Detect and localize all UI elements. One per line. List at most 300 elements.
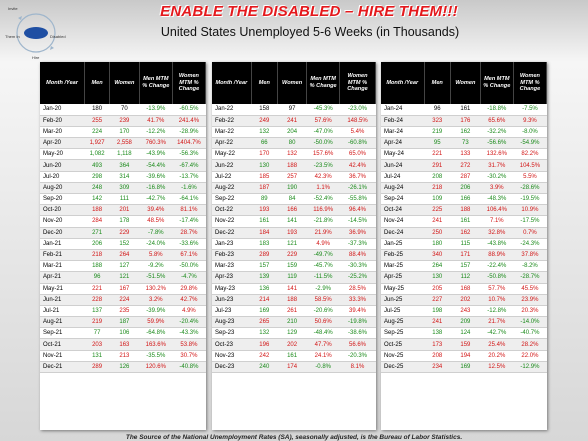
value-cell: -47.0% <box>307 126 340 137</box>
value-cell: 202 <box>277 339 306 350</box>
month-cell: Nov-20 <box>40 216 85 227</box>
table-row <box>212 205 376 216</box>
value-cell: -12.2% <box>139 126 172 137</box>
value-cell: 170 <box>109 126 139 137</box>
value-cell: 133 <box>450 149 480 160</box>
table-row <box>40 305 206 316</box>
month-cell: May-24 <box>381 149 424 160</box>
month-cell: Jan-21 <box>40 238 85 249</box>
value-cell: -23.0% <box>340 104 376 115</box>
value-cell: -11.5% <box>307 272 340 283</box>
value-cell: 241 <box>277 115 306 126</box>
month-cell: Nov-23 <box>212 350 251 361</box>
value-cell: 106 <box>109 328 139 339</box>
value-cell: -13.7% <box>172 171 205 182</box>
value-cell: 760.3% <box>139 138 172 149</box>
value-cell: 116.9% <box>307 205 340 216</box>
value-cell: 183 <box>251 238 277 249</box>
value-cell: 180 <box>424 238 450 249</box>
value-cell: 5.5% <box>513 171 546 182</box>
table-row <box>212 104 376 115</box>
value-cell: 10.9% <box>513 205 546 216</box>
value-cell: -2.9% <box>307 283 340 294</box>
value-cell: -26.1% <box>340 182 376 193</box>
month-cell: Oct-21 <box>40 339 85 350</box>
value-cell: 190 <box>277 182 306 193</box>
value-cell: 88.4% <box>340 249 376 260</box>
value-cell: 131 <box>85 350 110 361</box>
value-cell: 59.9% <box>139 317 172 328</box>
column-header: Men MTM % Change <box>139 62 172 104</box>
value-cell: 137 <box>85 305 110 316</box>
value-cell: 193 <box>251 205 277 216</box>
value-cell: 159 <box>277 261 306 272</box>
table-row <box>40 361 206 372</box>
value-cell: -67.4% <box>172 160 205 171</box>
value-cell: 287 <box>450 171 480 182</box>
value-cell: 225 <box>424 205 450 216</box>
value-cell: -64.1% <box>172 194 205 205</box>
column-header: Month /Year <box>212 62 251 104</box>
value-cell: 2,558 <box>109 138 139 149</box>
value-cell: -45.3% <box>307 104 340 115</box>
value-cell: 139 <box>251 272 277 283</box>
month-cell: Jun-21 <box>40 294 85 305</box>
value-cell: 198 <box>424 305 450 316</box>
value-cell: 126 <box>109 361 139 372</box>
column-header: Women <box>450 62 480 104</box>
value-cell: 7.1% <box>480 216 513 227</box>
value-cell: 25.4% <box>480 339 513 350</box>
table-row <box>212 350 376 361</box>
month-cell: Nov-24 <box>381 216 424 227</box>
value-cell: 10.7% <box>480 294 513 305</box>
value-cell: 57.7% <box>480 283 513 294</box>
value-cell: -24.3% <box>513 238 546 249</box>
table-row <box>40 249 206 260</box>
table-row <box>381 261 547 272</box>
value-cell: 188 <box>85 205 110 216</box>
table-row <box>40 294 206 305</box>
value-cell: -7.8% <box>139 227 172 238</box>
value-cell: 36.7% <box>340 171 376 182</box>
logo <box>2 2 70 62</box>
table-row <box>40 350 206 361</box>
column-header: Women MTM % Change <box>513 62 546 104</box>
month-cell: Sep-21 <box>40 328 85 339</box>
value-cell: -43.9% <box>139 149 172 160</box>
value-cell: 174 <box>277 361 306 372</box>
month-cell: May-23 <box>212 283 251 294</box>
table-row <box>381 361 547 372</box>
month-cell: Mar-22 <box>212 126 251 137</box>
value-cell: 65.0% <box>340 149 376 160</box>
value-cell: 187 <box>251 182 277 193</box>
value-cell: -32.2% <box>480 126 513 137</box>
data-table-panel <box>381 62 547 430</box>
value-cell: -14.0% <box>513 317 546 328</box>
month-cell: Jul-25 <box>381 305 424 316</box>
value-cell: 272 <box>450 160 480 171</box>
month-cell: Sep-24 <box>381 194 424 205</box>
value-cell: 119 <box>277 272 306 283</box>
month-cell: Aug-22 <box>212 182 251 193</box>
column-header: Month /Year <box>40 62 85 104</box>
value-cell: 271 <box>85 227 110 238</box>
value-cell: 173 <box>424 339 450 350</box>
month-cell: Jan-23 <box>212 238 251 249</box>
value-cell: 240 <box>251 361 277 372</box>
value-cell: 121 <box>277 238 306 249</box>
table-row <box>40 126 206 137</box>
table-row <box>40 272 206 283</box>
table-row <box>212 317 376 328</box>
value-cell: -50.0% <box>172 261 205 272</box>
value-cell: 235 <box>109 305 139 316</box>
value-cell: -50.8% <box>480 272 513 283</box>
month-cell: Feb-25 <box>381 249 424 260</box>
value-cell: 3.9% <box>480 182 513 193</box>
table-row <box>381 294 547 305</box>
month-cell: Jul-22 <box>212 171 251 182</box>
table-row <box>40 115 206 126</box>
value-cell: -42.7% <box>139 194 172 205</box>
data-table-panel <box>40 62 206 430</box>
value-cell: 157 <box>251 261 277 272</box>
value-cell: -25.2% <box>340 272 376 283</box>
value-cell: 1404.7% <box>172 138 205 149</box>
value-cell: 148.5% <box>340 115 376 126</box>
month-cell: Jun-24 <box>381 160 424 171</box>
value-cell: -52.4% <box>307 194 340 205</box>
value-cell: 162 <box>450 227 480 238</box>
value-cell: 493 <box>85 160 110 171</box>
value-cell: 161 <box>450 104 480 115</box>
value-cell: -19.5% <box>513 194 546 205</box>
table-row <box>40 238 206 249</box>
month-cell: May-21 <box>40 283 85 294</box>
month-cell: Jun-22 <box>212 160 251 171</box>
value-cell: 289 <box>251 249 277 260</box>
data-table <box>381 62 547 373</box>
value-cell: 314 <box>109 171 139 182</box>
value-cell: -28.7% <box>513 272 546 283</box>
value-cell: -22.4% <box>480 261 513 272</box>
value-cell: 203 <box>85 339 110 350</box>
value-cell: -17.4% <box>172 216 205 227</box>
value-cell: 142 <box>85 194 110 205</box>
value-cell: 24.1% <box>307 350 340 361</box>
month-cell: Sep-20 <box>40 194 85 205</box>
logo-word: Disabled <box>50 34 66 39</box>
column-header: Women MTM % Change <box>340 62 376 104</box>
value-cell: 53.8% <box>172 339 205 350</box>
value-cell: 221 <box>85 283 110 294</box>
table-row <box>381 171 547 182</box>
value-cell: 104.5% <box>513 160 546 171</box>
month-cell: Mar-21 <box>40 261 85 272</box>
month-cell: Aug-21 <box>40 317 85 328</box>
month-cell: Dec-25 <box>381 361 424 372</box>
value-cell: 5.8% <box>139 249 172 260</box>
value-cell: -20.6% <box>307 305 340 316</box>
value-cell: 218 <box>85 249 110 260</box>
value-cell: -20.3% <box>340 350 376 361</box>
month-cell: Oct-22 <box>212 205 251 216</box>
month-cell: Jan-24 <box>381 104 424 115</box>
month-cell: Oct-25 <box>381 339 424 350</box>
table-row <box>212 126 376 137</box>
value-cell: 129 <box>277 328 306 339</box>
value-cell: 1.1% <box>307 182 340 193</box>
table-row <box>212 194 376 205</box>
value-cell: 162 <box>450 126 480 137</box>
value-cell: -43.3% <box>172 328 205 339</box>
table-row <box>40 171 206 182</box>
month-cell: Feb-21 <box>40 249 85 260</box>
value-cell: 31.7% <box>480 160 513 171</box>
value-cell: 241 <box>424 216 450 227</box>
table-row <box>381 283 547 294</box>
value-cell: 20.3% <box>513 305 546 316</box>
value-cell: -60.8% <box>340 138 376 149</box>
source-note: The Source of the National Unemployment Rates (SA), seasonally adjusted, is the Bureau of Labor Statistics. <box>125 434 463 441</box>
value-cell: 249 <box>251 115 277 126</box>
value-cell: 1,118 <box>109 149 139 160</box>
month-cell: Aug-23 <box>212 317 251 328</box>
value-cell: 166 <box>277 205 306 216</box>
month-cell: Apr-25 <box>381 272 424 283</box>
column-header: Men MTM % Change <box>307 62 340 104</box>
value-cell: 4.9% <box>172 305 205 316</box>
value-cell: 141 <box>277 216 306 227</box>
value-cell: -30.3% <box>340 261 376 272</box>
value-cell: 29.8% <box>172 283 205 294</box>
value-cell: -8.2% <box>513 261 546 272</box>
value-cell: 221 <box>424 149 450 160</box>
column-header: Men <box>424 62 450 104</box>
month-cell: Aug-20 <box>40 182 85 193</box>
value-cell: -28.6% <box>513 182 546 193</box>
value-cell: 1,082 <box>85 149 110 160</box>
value-cell: 171 <box>450 249 480 260</box>
month-cell: Dec-21 <box>40 361 85 372</box>
value-cell: 250 <box>424 227 450 238</box>
value-cell: 56.6% <box>340 339 376 350</box>
table-row <box>40 261 206 272</box>
value-cell: 159 <box>450 339 480 350</box>
value-cell: 255 <box>85 115 110 126</box>
table-row <box>212 182 376 193</box>
value-cell: 42.7% <box>172 294 205 305</box>
value-cell: 80 <box>277 138 306 149</box>
value-cell: 42.4% <box>340 160 376 171</box>
value-cell: 67.1% <box>172 249 205 260</box>
value-cell: -38.6% <box>340 328 376 339</box>
value-cell: 106.4% <box>480 205 513 216</box>
month-cell: Jun-25 <box>381 294 424 305</box>
value-cell: 124 <box>450 328 480 339</box>
month-cell: Apr-20 <box>40 138 85 149</box>
table-row <box>381 194 547 205</box>
value-cell: 48.5% <box>139 216 172 227</box>
value-cell: 127 <box>109 261 139 272</box>
value-cell: 265 <box>251 317 277 328</box>
value-cell: -39.6% <box>139 171 172 182</box>
value-cell: 176 <box>450 115 480 126</box>
table-row <box>212 339 376 350</box>
table-row <box>212 160 376 171</box>
value-cell: 241 <box>424 317 450 328</box>
value-cell: -60.5% <box>172 104 205 115</box>
value-cell: 264 <box>424 261 450 272</box>
value-cell: 241.4% <box>172 115 205 126</box>
value-cell: -4.7% <box>172 272 205 283</box>
value-cell: 136 <box>251 283 277 294</box>
table-row <box>381 339 547 350</box>
value-cell: -18.8% <box>480 104 513 115</box>
value-cell: 132 <box>277 149 306 160</box>
value-cell: 184 <box>251 227 277 238</box>
value-cell: 37.8% <box>513 249 546 260</box>
value-cell: -64.8% <box>139 328 172 339</box>
value-cell: -42.7% <box>480 328 513 339</box>
month-cell: Apr-21 <box>40 272 85 283</box>
table-row <box>212 328 376 339</box>
value-cell: 323 <box>424 115 450 126</box>
value-cell: 158 <box>251 104 277 115</box>
value-cell: -33.6% <box>172 238 205 249</box>
column-header: Men <box>85 62 110 104</box>
value-cell: 132.6% <box>480 149 513 160</box>
value-cell: 205 <box>424 283 450 294</box>
value-cell: 57.6% <box>307 115 340 126</box>
table-row <box>381 317 547 328</box>
month-cell: Jul-20 <box>40 171 85 182</box>
column-header: Men MTM % Change <box>480 62 513 104</box>
month-cell: Oct-24 <box>381 205 424 216</box>
logo-center-badge <box>24 27 48 39</box>
month-cell: Nov-25 <box>381 350 424 361</box>
value-cell: 291 <box>424 160 450 171</box>
value-cell: 161 <box>277 350 306 361</box>
value-cell: -12.8% <box>480 305 513 316</box>
value-cell: 188 <box>85 261 110 272</box>
month-cell: Mar-23 <box>212 261 251 272</box>
table-row <box>40 317 206 328</box>
value-cell: 130 <box>424 272 450 283</box>
month-cell: Mar-24 <box>381 126 424 137</box>
value-cell: 224 <box>85 126 110 137</box>
value-cell: -48.3% <box>480 194 513 205</box>
value-cell: 188 <box>277 294 306 305</box>
month-cell: Jul-24 <box>381 171 424 182</box>
table-row <box>212 227 376 238</box>
value-cell: 261 <box>277 305 306 316</box>
table-row <box>40 194 206 205</box>
month-cell: Nov-22 <box>212 216 251 227</box>
value-cell: 112 <box>450 272 480 283</box>
value-cell: -19.8% <box>340 317 376 328</box>
value-cell: 239 <box>109 115 139 126</box>
value-cell: 89 <box>251 194 277 205</box>
value-cell: 284 <box>85 216 110 227</box>
value-cell: 5.4% <box>340 126 376 137</box>
value-cell: 364 <box>109 160 139 171</box>
table-row <box>212 115 376 126</box>
value-cell: -13.9% <box>139 104 172 115</box>
table-row <box>212 283 376 294</box>
value-cell: 167 <box>109 283 139 294</box>
value-cell: 42.3% <box>307 171 340 182</box>
value-cell: 120.6% <box>139 361 172 372</box>
value-cell: -17.5% <box>513 216 546 227</box>
value-cell: 213 <box>109 350 139 361</box>
value-cell: 219 <box>424 126 450 137</box>
month-cell: Jan-20 <box>40 104 85 115</box>
value-cell: -49.7% <box>307 249 340 260</box>
value-cell: -23.5% <box>307 160 340 171</box>
value-cell: 264 <box>109 249 139 260</box>
value-cell: 169 <box>450 361 480 372</box>
table-row <box>212 249 376 260</box>
value-cell: 166 <box>450 194 480 205</box>
value-cell: 132 <box>251 328 277 339</box>
month-cell: Aug-24 <box>381 182 424 193</box>
month-cell: Sep-25 <box>381 328 424 339</box>
value-cell: 84 <box>277 194 306 205</box>
value-cell: -56.6% <box>480 138 513 149</box>
value-cell: 180 <box>85 104 110 115</box>
table-row <box>212 138 376 149</box>
table-row <box>212 294 376 305</box>
value-cell: 3.2% <box>139 294 172 305</box>
value-cell: 309 <box>109 182 139 193</box>
table-row <box>381 216 547 227</box>
value-cell: 36.9% <box>340 227 376 238</box>
column-header: Women MTM % Change <box>172 62 205 104</box>
value-cell: 206 <box>85 238 110 249</box>
value-cell: 96 <box>85 272 110 283</box>
value-cell: 21.7% <box>480 317 513 328</box>
month-cell: Apr-23 <box>212 272 251 283</box>
month-cell: Dec-24 <box>381 227 424 238</box>
value-cell: 248 <box>85 182 110 193</box>
value-cell: 185 <box>251 171 277 182</box>
value-cell: 73 <box>450 138 480 149</box>
value-cell: 39.4% <box>139 205 172 216</box>
value-cell: 170 <box>251 149 277 160</box>
value-cell: 96 <box>424 104 450 115</box>
table-row <box>381 205 547 216</box>
value-cell: 45.5% <box>513 283 546 294</box>
value-cell: 169 <box>251 305 277 316</box>
value-cell: 77 <box>85 328 110 339</box>
month-cell: Dec-20 <box>40 227 85 238</box>
value-cell: -20.4% <box>172 317 205 328</box>
table-row <box>40 104 206 115</box>
value-cell: 228 <box>85 294 110 305</box>
value-cell: 242 <box>251 350 277 361</box>
column-header: Women <box>277 62 306 104</box>
value-cell: -40.7% <box>513 328 546 339</box>
value-cell: -40.8% <box>172 361 205 372</box>
value-cell: 214 <box>251 294 277 305</box>
value-cell: 298 <box>85 171 110 182</box>
value-cell: -35.5% <box>139 350 172 361</box>
month-cell: Jun-20 <box>40 160 85 171</box>
month-cell: Oct-23 <box>212 339 251 350</box>
